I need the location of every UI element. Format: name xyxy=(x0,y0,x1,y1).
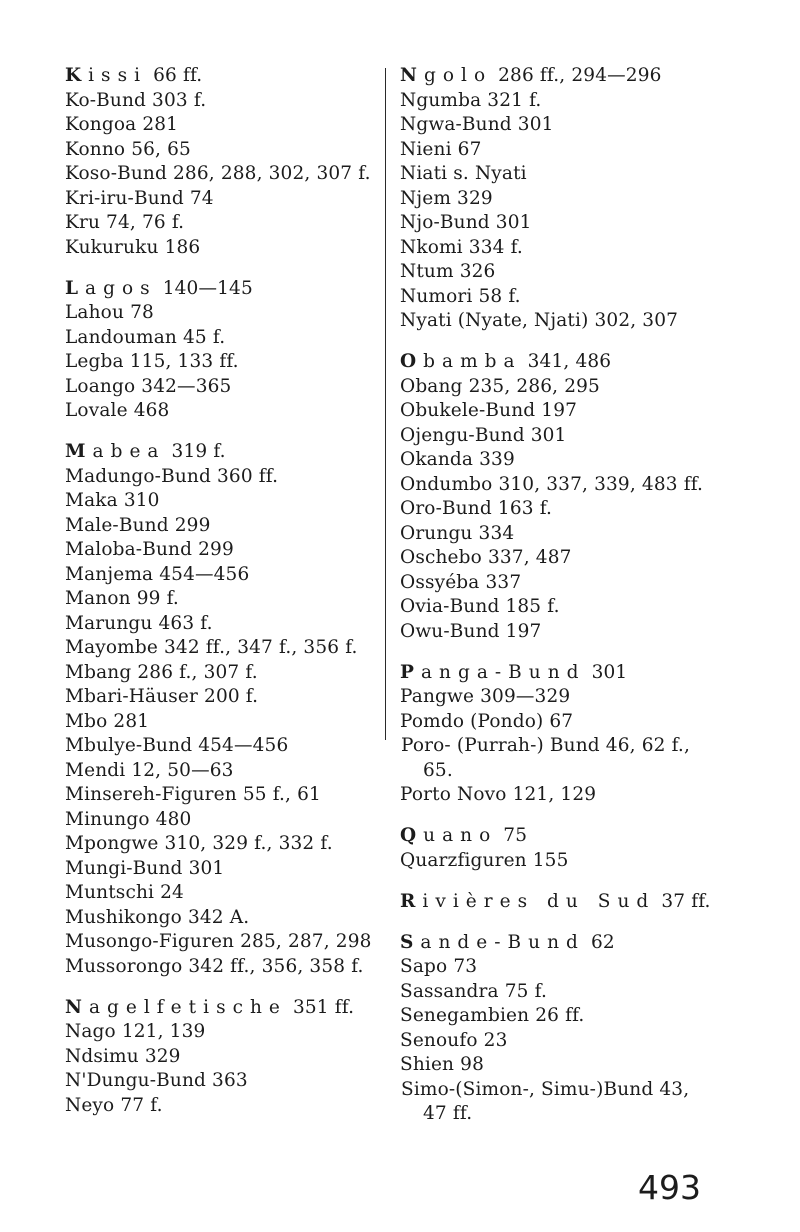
index-entry: Minungo 480 xyxy=(65,808,192,830)
index-group xyxy=(400,64,760,334)
page-number: 493 xyxy=(638,1168,701,1207)
index-entry: Ovia-Bund 185 f. xyxy=(400,596,560,617)
index-entry: Ntum 326 xyxy=(400,261,496,282)
index-entry: Nago 121, 139 xyxy=(65,1021,206,1042)
index-entry: Mbari-Häuser 200 f. xyxy=(65,686,259,707)
index-entry: Oro-Bund 163 f. xyxy=(400,498,553,519)
index-entry: Lahou 78 xyxy=(65,302,154,323)
index-entry: Oschebo 337, 487 xyxy=(400,547,572,568)
index-group xyxy=(65,996,385,1119)
index-entry: Simo-(Simon-, Simu-)Bund 43, 47 ff. xyxy=(401,1078,690,1124)
index-entry: Pomdo (Pondo) 67 xyxy=(400,710,574,732)
index-group xyxy=(65,64,385,260)
index-entry: Owu-Bund 197 xyxy=(400,620,542,642)
index-entry: Kissi 66 ff. xyxy=(65,65,203,86)
index-entry: Mussorongo 342 ff., 356, 358 f. xyxy=(65,955,364,977)
index-entry: Manjema 454—456 xyxy=(65,563,250,585)
index-group xyxy=(400,890,760,915)
index-entry: N'Dungu-Bund 363 xyxy=(65,1070,248,1091)
index-entry: Ndsimu 329 xyxy=(65,1045,181,1067)
index-entry: Landouman 45 f. xyxy=(65,326,226,348)
index-entry: Mendi 12, 50—63 xyxy=(65,759,234,781)
index-entry: Minsereh-Figuren 55 f., 61 xyxy=(65,784,321,805)
column-divider xyxy=(385,68,386,740)
index-entry: Mayombe 342 ff., 347 f., 356 f. xyxy=(65,637,358,658)
index-entry: Rivières du Sud 37 ff. xyxy=(400,890,711,912)
index-group xyxy=(400,661,760,808)
index-group xyxy=(400,931,760,1127)
index-entry: Obukele-Bund 197 xyxy=(400,400,578,421)
index-entry: Madungo-Bund 360 ff. xyxy=(65,465,279,487)
index-column-left xyxy=(65,64,385,1135)
index-entry: Obang 235, 286, 295 xyxy=(400,375,600,397)
index-entry: Porto Novo 121, 129 xyxy=(400,784,597,805)
index-entry: Mbo 281 xyxy=(65,710,150,732)
index-entry: Loango 342—365 xyxy=(65,375,232,397)
index-entry: Niati s. Nyati xyxy=(400,163,527,184)
index-entry: Mushikongo 342 A. xyxy=(65,906,250,928)
index-column-right xyxy=(400,64,760,1143)
index-entry: Neyo 77 f. xyxy=(65,1094,163,1116)
index-entry: Ngolo 286 ff., 294—296 xyxy=(400,65,662,86)
index-entry: Mbang 286 f., 307 f. xyxy=(65,661,258,683)
index-entry: Ko-Bund 303 f. xyxy=(65,89,207,111)
index-entry: Maka 310 xyxy=(65,490,160,511)
index-entry: Marungu 463 f. xyxy=(65,612,213,634)
index-entry: Nagelfetische 351 ff. xyxy=(65,996,355,1018)
index-entry: Musongo-Figuren 285, 287, 298 xyxy=(65,931,372,952)
index-entry: Mbulye-Bund 454—456 xyxy=(65,735,289,756)
index-group xyxy=(65,277,385,424)
index-entry: Nieni 67 xyxy=(400,138,482,160)
index-entry: Mungi-Bund 301 xyxy=(65,857,225,879)
index-entry: Quano 75 xyxy=(400,825,528,846)
index-entry: Ondumbo 310, 337, 339, 483 ff. xyxy=(400,473,704,495)
index-entry: Kongoa 281 xyxy=(65,114,179,135)
index-entry: Njo-Bund 301 xyxy=(400,212,532,233)
index-entry: Nkomi 334 f. xyxy=(400,236,523,258)
index-entry: Manon 99 f. xyxy=(65,588,179,609)
index-entry: Numori 58 f. xyxy=(400,285,521,307)
index-entry: Kri-iru-Bund 74 xyxy=(65,187,214,209)
index-entry: Pangwe 309—329 xyxy=(400,686,571,707)
index-entry: Panga-Bund 301 xyxy=(400,661,628,683)
index-entry: Male-Bund 299 xyxy=(65,514,211,536)
index-entry: Ojengu-Bund 301 xyxy=(400,424,567,446)
index-entry: Ngwa-Bund 301 xyxy=(400,114,554,135)
index-entry: Okanda 339 xyxy=(400,449,515,470)
index-entry: Koso-Bund 286, 288, 302, 307 f. xyxy=(65,163,371,184)
index-entry: Lagos 140—145 xyxy=(65,277,253,299)
index-group xyxy=(400,350,760,644)
index-entry: Muntschi 24 xyxy=(65,882,184,903)
index-entry: Nyati (Nyate, Njati) 302, 307 xyxy=(400,310,679,331)
index-entry: Legba 115, 133 ff. xyxy=(65,351,239,372)
index-entry: Kru 74, 76 f. xyxy=(65,212,185,233)
index-entry: Konno 56, 65 xyxy=(65,138,191,160)
index-entry: Shien 98 xyxy=(400,1054,484,1075)
index-entry: Njem 329 xyxy=(400,187,493,209)
index-entry: Mpongwe 310, 329 f., 332 f. xyxy=(65,833,333,854)
index-entry: Maloba-Bund 299 xyxy=(65,539,234,560)
index-entry: Senegambien 26 ff. xyxy=(400,1005,585,1026)
index-entry: Senoufo 23 xyxy=(400,1029,508,1051)
index-entry: Ossyéba 337 xyxy=(400,571,522,593)
index-entry: Mabea 319 f. xyxy=(65,441,226,462)
index-group xyxy=(65,440,385,979)
index-entry: Kukuruku 186 xyxy=(65,236,201,258)
index-entry: Orungu 334 xyxy=(400,522,515,544)
index-entry: Sassandra 75 f. xyxy=(400,980,547,1002)
index-entry: Poro- (Purrah-) Bund 46, 62 f., 65. xyxy=(401,735,690,781)
index-entry: Sapo 73 xyxy=(400,956,478,977)
index-entry: Lovale 468 xyxy=(65,400,170,421)
index-entry: Quarzfiguren 155 xyxy=(400,849,569,871)
index-entry: Sande-Bund 62 xyxy=(400,931,615,953)
index-entry: Ngumba 321 f. xyxy=(400,89,542,111)
index-entry: Obamba 341, 486 xyxy=(400,351,612,372)
index-group xyxy=(400,824,760,873)
